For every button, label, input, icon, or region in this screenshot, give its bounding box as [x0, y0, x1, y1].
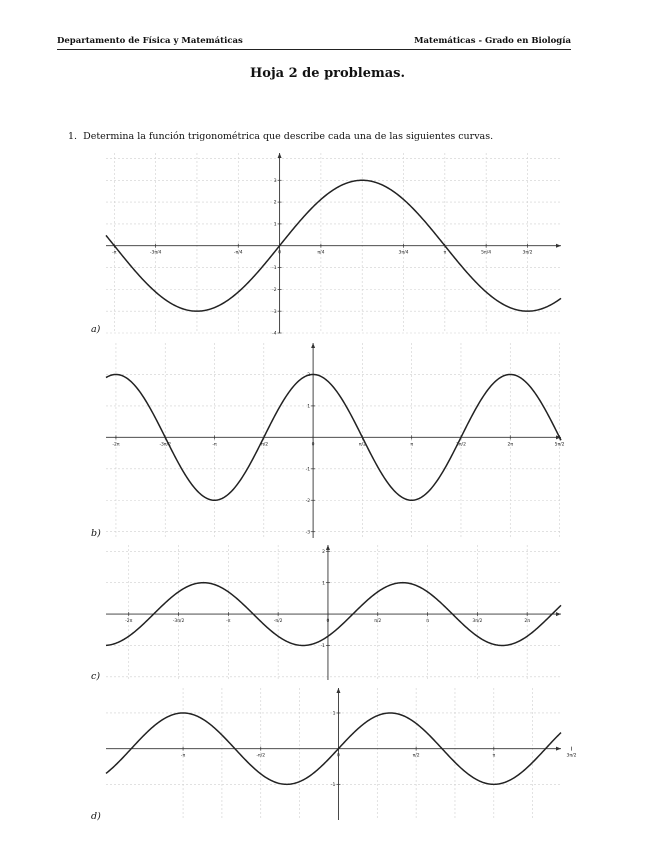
plot-d-y-tick-label: 1 — [332, 711, 336, 717]
plot-d-y-arrow — [336, 688, 340, 693]
plot-b-x-tick-label: -2π — [112, 442, 120, 448]
plot-c-x-tick-label: -3π/2 — [172, 619, 185, 625]
plot-b-y-tick-label: -1 — [305, 467, 311, 473]
plot-a-y-tick-label: -4 — [272, 331, 277, 337]
plot-b-x-tick-label: 2π — [507, 442, 514, 448]
plot-c-label: c) — [91, 671, 101, 682]
plot-a-y-tick-label: 2 — [273, 200, 277, 206]
plot-a — [106, 153, 561, 337]
plot-b-y-tick-label: 1 — [307, 404, 311, 410]
plot-a-x-arrow — [556, 244, 561, 248]
plot-b-x-tick-label: π/2 — [358, 442, 366, 448]
plot-b-y-tick-label: -3 — [305, 530, 311, 536]
plot-a-y-tick-label: -3 — [272, 309, 277, 315]
plot-b-x-tick-label: 5π/2 — [554, 442, 565, 448]
plot-d-x-tick-label: 3π/2 — [566, 753, 577, 759]
plot-d-label: d) — [91, 811, 101, 822]
plot-d-y-tick-label: -1 — [330, 782, 336, 788]
plot-c-x-tick-label: -π — [226, 619, 231, 625]
plot-a-y-tick-label: 1 — [273, 222, 277, 228]
problem-statement — [68, 131, 493, 142]
plot-c-y-arrow — [326, 545, 330, 550]
plot-a-x-tick-label: -π/4 — [233, 250, 243, 256]
plot-c-y-tick-label: -1 — [320, 644, 325, 650]
plot-a-x-tick-label: 5π/4 — [481, 250, 492, 256]
plot-d-x-tick-label: -π — [180, 753, 186, 759]
plot-c-y-tick-label: 2 — [322, 549, 325, 555]
plot-c — [106, 545, 561, 680]
plot-c-x-tick-label: 2π — [524, 619, 530, 625]
plot-a-x-tick-label: 0 — [278, 250, 282, 256]
header-course: Matemáticas - Grado en Biología — [414, 36, 571, 46]
plot-d-x-tick-label: π/2 — [412, 753, 420, 759]
plot-d-x-tick-label: π — [492, 753, 496, 759]
plot-a-x-tick-label: -3π/4 — [149, 250, 162, 256]
plot-b-x-tick-label: π — [410, 442, 414, 448]
plot-c-x-tick-label: 3π/2 — [472, 619, 483, 625]
plot-d-x-tick-label: 0 — [337, 753, 340, 759]
plot-d-x-arrow — [556, 747, 561, 751]
plot-a-x-tick-label: π — [443, 250, 447, 256]
plot-a-label: a) — [91, 324, 101, 335]
plot-a-svg — [106, 153, 561, 337]
plot-a-y-tick-label: -1 — [272, 266, 277, 272]
plot-c-x-tick-label: π/2 — [374, 619, 382, 625]
plot-a-y-arrow — [278, 153, 282, 158]
problem-number: 1. — [68, 131, 78, 142]
plot-a-x-tick-label: 3π/2 — [522, 250, 533, 256]
plot-b-y-tick-label: -2 — [305, 498, 311, 504]
plot-b-svg — [106, 343, 565, 538]
plot-a-y-tick-label: 3 — [273, 178, 277, 184]
plot-c-x-tick-label: π — [426, 619, 429, 625]
plot-c-x-tick-label: -π/2 — [273, 619, 283, 625]
plot-d-x-tick-label: -π/2 — [256, 753, 266, 759]
plot-b-label: b) — [91, 528, 101, 539]
plot-a-y-tick-label: -2 — [272, 287, 277, 293]
header-department: Departamento de Física y Matemáticas — [57, 36, 243, 46]
plot-a-x-tick-label: 3π/4 — [398, 250, 409, 256]
plot-c-x-tick-label: 0 — [326, 619, 330, 625]
page-header — [57, 35, 571, 50]
problem-text: Determina la función trigonométrica que describe cada una de las siguientes curvas. — [83, 131, 494, 142]
plot-b-x-tick-label: -π/2 — [259, 442, 269, 448]
plot-c-x-arrow — [556, 612, 561, 616]
plot-a-x-tick-label: π/4 — [317, 250, 325, 256]
plot-c-svg — [106, 545, 561, 680]
plot-b-y-arrow — [311, 343, 315, 348]
plot-b-x-tick-label: 3π/2 — [455, 442, 466, 448]
page-title: Hoja 2 de problemas. — [250, 66, 405, 81]
plot-b-x-tick-label: 0 — [311, 442, 315, 448]
plot-b-y-tick-label: 2 — [307, 373, 311, 379]
plot-b — [106, 343, 565, 538]
plot-c-x-tick-label: -2π — [125, 619, 133, 625]
plot-b-x-tick-label: -π — [212, 442, 217, 448]
plot-a-x-tick-label: -π — [112, 250, 117, 256]
plot-c-y-tick-label: 1 — [322, 581, 325, 587]
plot-d-svg — [106, 688, 577, 820]
plot-d — [106, 688, 577, 820]
plot-b-x-tick-label: -3π/2 — [159, 442, 172, 448]
